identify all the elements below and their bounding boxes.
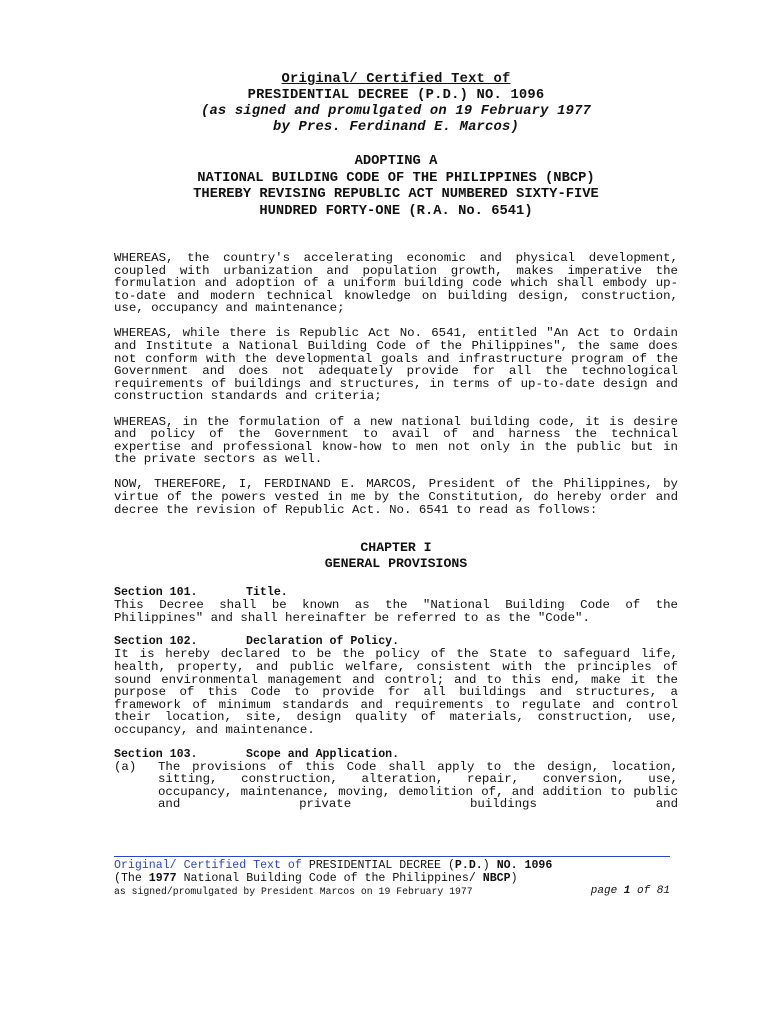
section-number: Section 102. bbox=[114, 635, 198, 649]
section-body: It is hereby declared to be the policy of the State to safeguard life, health, property, and public welfare, consistent with the principles of sound environmental management and control; and to this end, make it the purpose of this Code to provide for all buildings and structures, a framework of minimum standards and requirements to regulate and control their location, site, design quality of materials, construction, use, occupancy, and maintenance. bbox=[114, 647, 678, 737]
title-line-1: Original/ Certified Text of bbox=[281, 72, 511, 87]
document-page bbox=[114, 72, 678, 811]
subtitle-line-3: THEREBY REVISING REPUBLIC ACT NUMBERED SIXTY-FIVE bbox=[193, 187, 599, 202]
subtitle-line-1: ADOPTING A bbox=[354, 154, 438, 169]
section-number: Section 101. bbox=[114, 586, 198, 600]
footer-line-3 bbox=[114, 885, 670, 898]
section-title: Declaration of Policy. bbox=[246, 635, 400, 649]
title-line-3: (as signed and promulgated on 19 February 1977 bbox=[200, 104, 592, 119]
decree-paragraph: NOW, THEREFORE, I, FERDINAND E. MARCOS, President of the Philippines, by virtue of the powers vested in me by the Constitution, do hereby order and decree the revision of Republic Act. No. 6541 to read as follows: bbox=[114, 477, 678, 517]
footer-source: Original/ Certified Text of bbox=[114, 859, 309, 872]
list-item-text: The provisions of this Code shall apply to the design, location, sitting, construction, alteration, repair, conversion, use, occupancy, maintenance, moving, demolition of, and addition to public and private buildings and bbox=[158, 759, 678, 812]
section-title: Title. bbox=[246, 586, 288, 600]
whereas-paragraph: WHEREAS, in the formulation of a new national building code, it is desire and policy of the Government to avail of and harness the technical expertise and professional know-how to men not only in the public but in the private sectors as well. bbox=[114, 414, 678, 467]
subtitle-line-4: HUNDRED FORTY-ONE (R.A. No. 6541) bbox=[259, 203, 533, 219]
whereas-paragraph: WHEREAS, while there is Republic Act No. 6541, entitled "An Act to Ordain and Institute a National Building Code of the Philippines", the same does not conform with the developmental goals and infrastructure program of the Government and does not adequately provide for all the technological requirements of buildings and structures, in terms of up-to-date design and construction standards and criteria; bbox=[114, 326, 678, 404]
subtitle-line-2: NATIONAL BUILDING CODE OF THE PHILIPPINES (NBCP) bbox=[197, 170, 595, 186]
whereas-paragraph: WHEREAS, the country's accelerating economic and physical development, coupled with urbanization and population growth, makes imperative the formulation and adoption of a uniform building code which shall embody up-to-date and modern technical knowledge on building design, construction, use, occupancy and maintenance; bbox=[114, 251, 678, 316]
chapter-title: GENERAL PROVISIONS bbox=[324, 556, 468, 572]
title-line-2: PRESIDENTIAL DECREE (P.D.) NO. 1096 bbox=[247, 88, 545, 103]
section-title: Scope and Application. bbox=[246, 747, 400, 761]
page-number: page 1 of 81 bbox=[590, 885, 670, 897]
document-subtitle bbox=[114, 154, 678, 220]
list-item-label: (a) bbox=[114, 759, 137, 774]
page-footer bbox=[114, 856, 670, 898]
title-line-4: by Pres. Ferdinand E. Marcos) bbox=[273, 120, 519, 135]
document-title bbox=[114, 72, 678, 136]
section-list-item bbox=[114, 761, 678, 811]
footer-signed-note: as signed/promulgated by President Marcos on 19 February 1977 bbox=[114, 886, 473, 897]
section-number: Section 103. bbox=[114, 747, 198, 761]
section-heading bbox=[114, 748, 678, 761]
chapter-number: CHAPTER I bbox=[360, 540, 432, 556]
footer-line-2: (The 1977 National Building Code of the Philippines/ NBCP) bbox=[114, 872, 518, 885]
section-body: This Decree shall be known as the "National Building Code of the Philippines" and shall hereinafter be referred to as the "Code". bbox=[114, 598, 678, 625]
footer-line-1: Original/ Certified Text of PRESIDENTIAL DECREE (P.D.) NO. 1096 bbox=[114, 859, 553, 872]
chapter-heading bbox=[114, 540, 678, 572]
